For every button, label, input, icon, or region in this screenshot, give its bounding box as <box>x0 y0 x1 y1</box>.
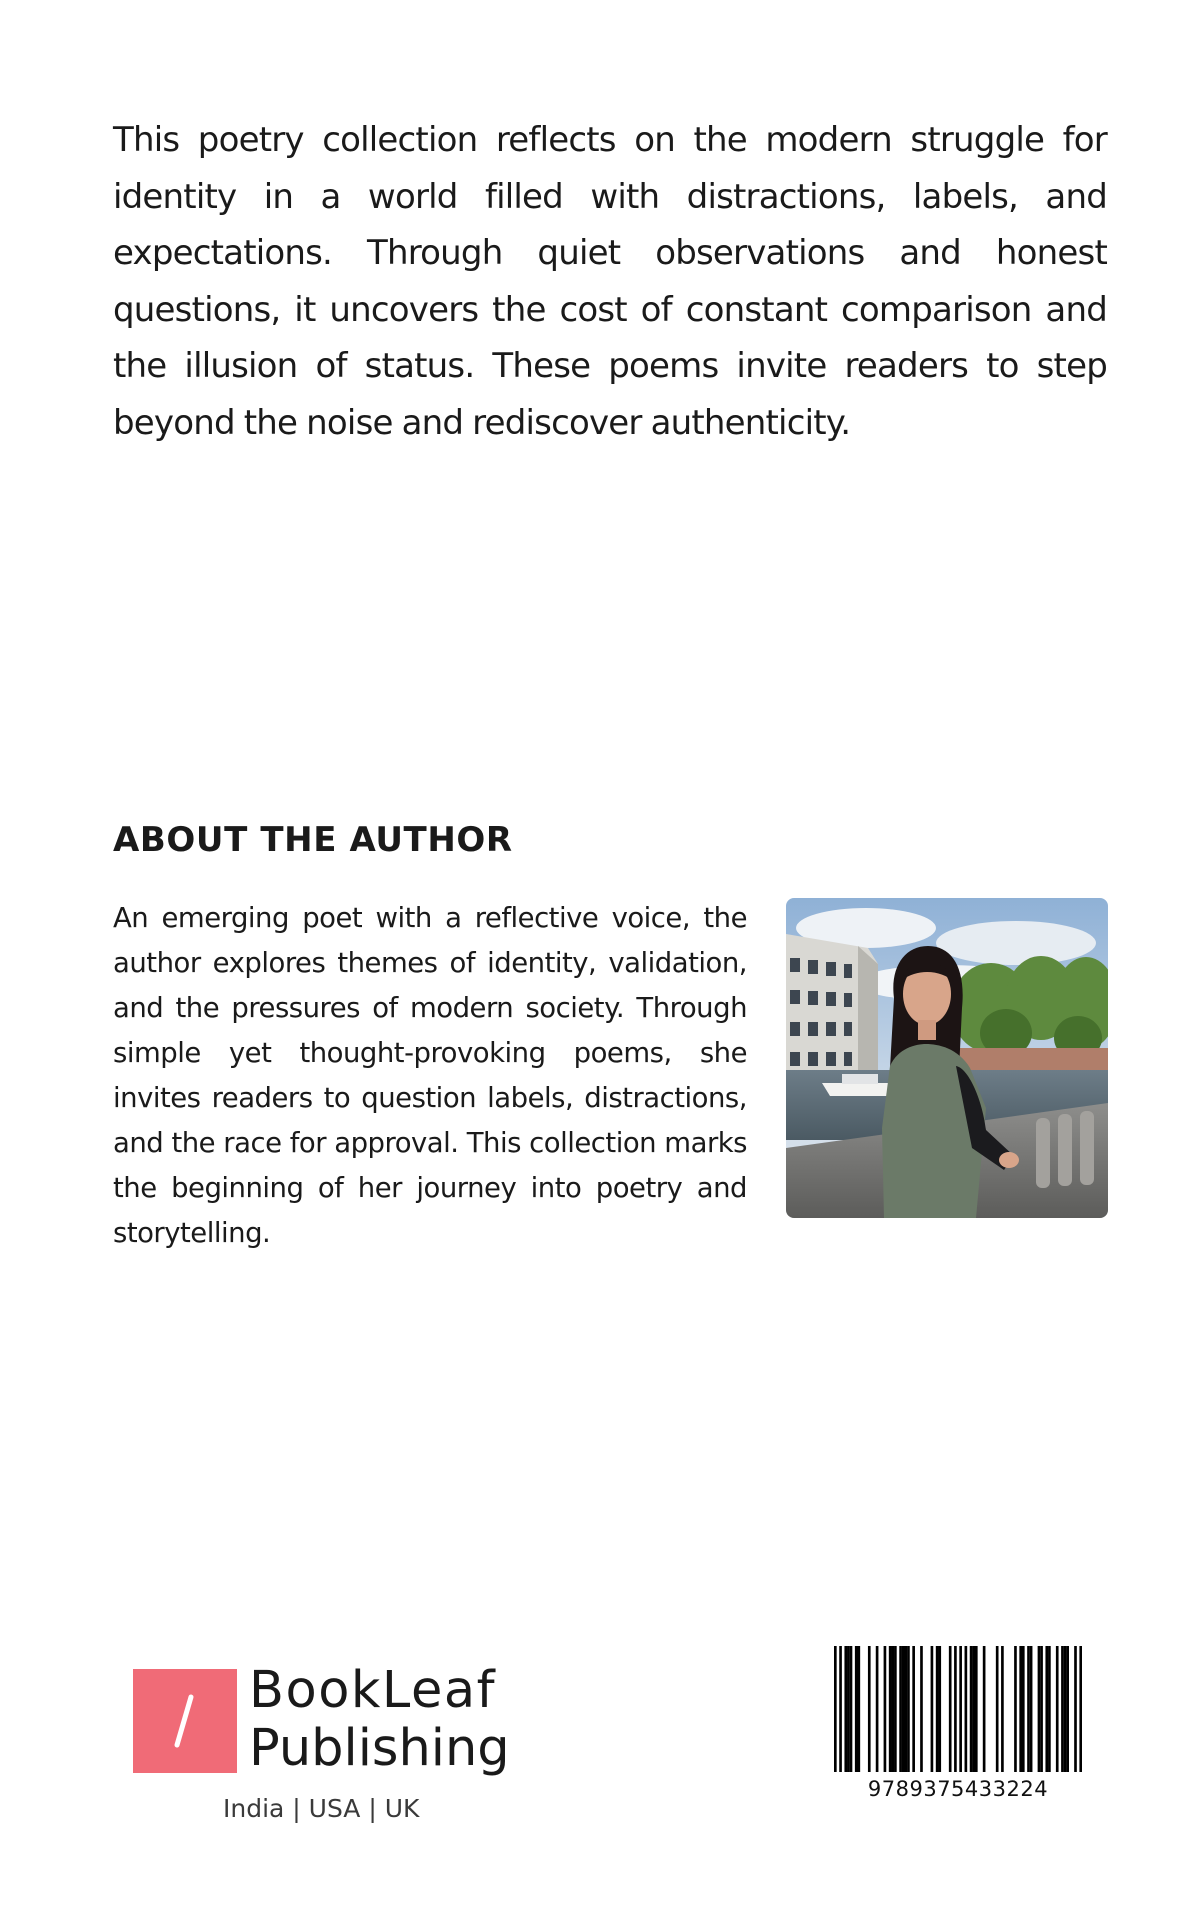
barcode-bar <box>904 1646 907 1772</box>
barcode-bar <box>1061 1646 1064 1772</box>
barcode-bar <box>949 1646 952 1772</box>
barcode-bar <box>857 1646 860 1772</box>
photo-person-hand <box>999 1152 1019 1168</box>
barcode-bar <box>1064 1646 1067 1772</box>
about-author-heading: ABOUT THE AUTHOR <box>113 820 513 860</box>
isbn-barcode <box>834 1646 1082 1806</box>
barcode-bar <box>834 1646 837 1772</box>
barcode-bar <box>1038 1646 1041 1772</box>
barcode-bar <box>931 1646 934 1772</box>
barcode-bar <box>1027 1646 1030 1772</box>
publisher-regions: India | USA | UK <box>223 1794 420 1823</box>
barcode-bar <box>907 1646 910 1772</box>
barcode-bar <box>1030 1646 1033 1772</box>
photo-balusters <box>1036 1111 1094 1188</box>
slash-icon <box>133 1669 237 1773</box>
barcode-bar <box>855 1646 858 1772</box>
barcode-bar <box>920 1646 923 1772</box>
barcode-bar <box>1045 1646 1048 1772</box>
barcode-bar <box>983 1646 986 1772</box>
author-photo <box>786 898 1108 1218</box>
barcode-bar <box>894 1646 897 1772</box>
barcode-bar <box>1019 1646 1022 1772</box>
barcode-bar <box>889 1646 892 1772</box>
barcode-bar <box>1040 1646 1043 1772</box>
barcode-bar <box>902 1646 905 1772</box>
barcode-bar <box>972 1646 975 1772</box>
barcode-bar <box>1048 1646 1051 1772</box>
isbn-number: 9789375433224 <box>867 1777 1049 1801</box>
barcode-bar <box>959 1646 962 1772</box>
barcode-bar <box>1014 1646 1017 1772</box>
barcode-bar <box>1001 1646 1004 1772</box>
barcode-bars <box>834 1646 1082 1772</box>
author-bio: An emerging poet with a reflective voice, the author explores themes of identity, validation, and the pressures of modern society. Through simple yet thought-provoking poems, she invites readers to question labels, distractions, and the race for approval. This collection marks the beginning of her journey into poetry and storytelling. <box>113 902 747 1249</box>
barcode-bar <box>954 1646 957 1772</box>
barcode-bar <box>839 1646 842 1772</box>
barcode-bar <box>912 1646 915 1772</box>
back-cover-blurb: This poetry collection reflects on the modern struggle for identity in a world filled with distractions, labels, and expectations. Through quiet observations and honest questions, it uncovers the cost of constant comparison and the illusion of status. These poems invite readers to step beyond the noise and rediscover authenticity. <box>113 120 1107 443</box>
publisher-logo <box>133 1661 525 1826</box>
barcode-bar <box>1022 1646 1025 1772</box>
barcode-bar <box>884 1646 887 1772</box>
photo-boat-cabin <box>842 1074 878 1084</box>
barcode-bar <box>965 1646 968 1772</box>
barcode-bar <box>970 1646 973 1772</box>
publisher-name-line1: BookLeaf <box>249 1661 497 1720</box>
barcode-bar <box>938 1646 941 1772</box>
photo-person-neck <box>918 1020 936 1040</box>
barcode-bar <box>891 1646 894 1772</box>
barcode-bar <box>1079 1646 1082 1772</box>
barcode-bar <box>850 1646 853 1772</box>
barcode-bar <box>1074 1646 1077 1772</box>
barcode-bar <box>876 1646 879 1772</box>
barcode-bar <box>844 1646 847 1772</box>
barcode-bar <box>996 1646 999 1772</box>
barcode-bar <box>1066 1646 1069 1772</box>
publisher-logo-mark <box>133 1669 237 1773</box>
publisher-name-line2: Publishing <box>249 1719 510 1778</box>
barcode-bar <box>847 1646 850 1772</box>
barcode-bar <box>936 1646 939 1772</box>
barcode-bar <box>1056 1646 1059 1772</box>
barcode-bar <box>868 1646 871 1772</box>
photo-cloud <box>936 921 1096 965</box>
barcode-bar <box>975 1646 978 1772</box>
barcode-bar <box>899 1646 902 1772</box>
